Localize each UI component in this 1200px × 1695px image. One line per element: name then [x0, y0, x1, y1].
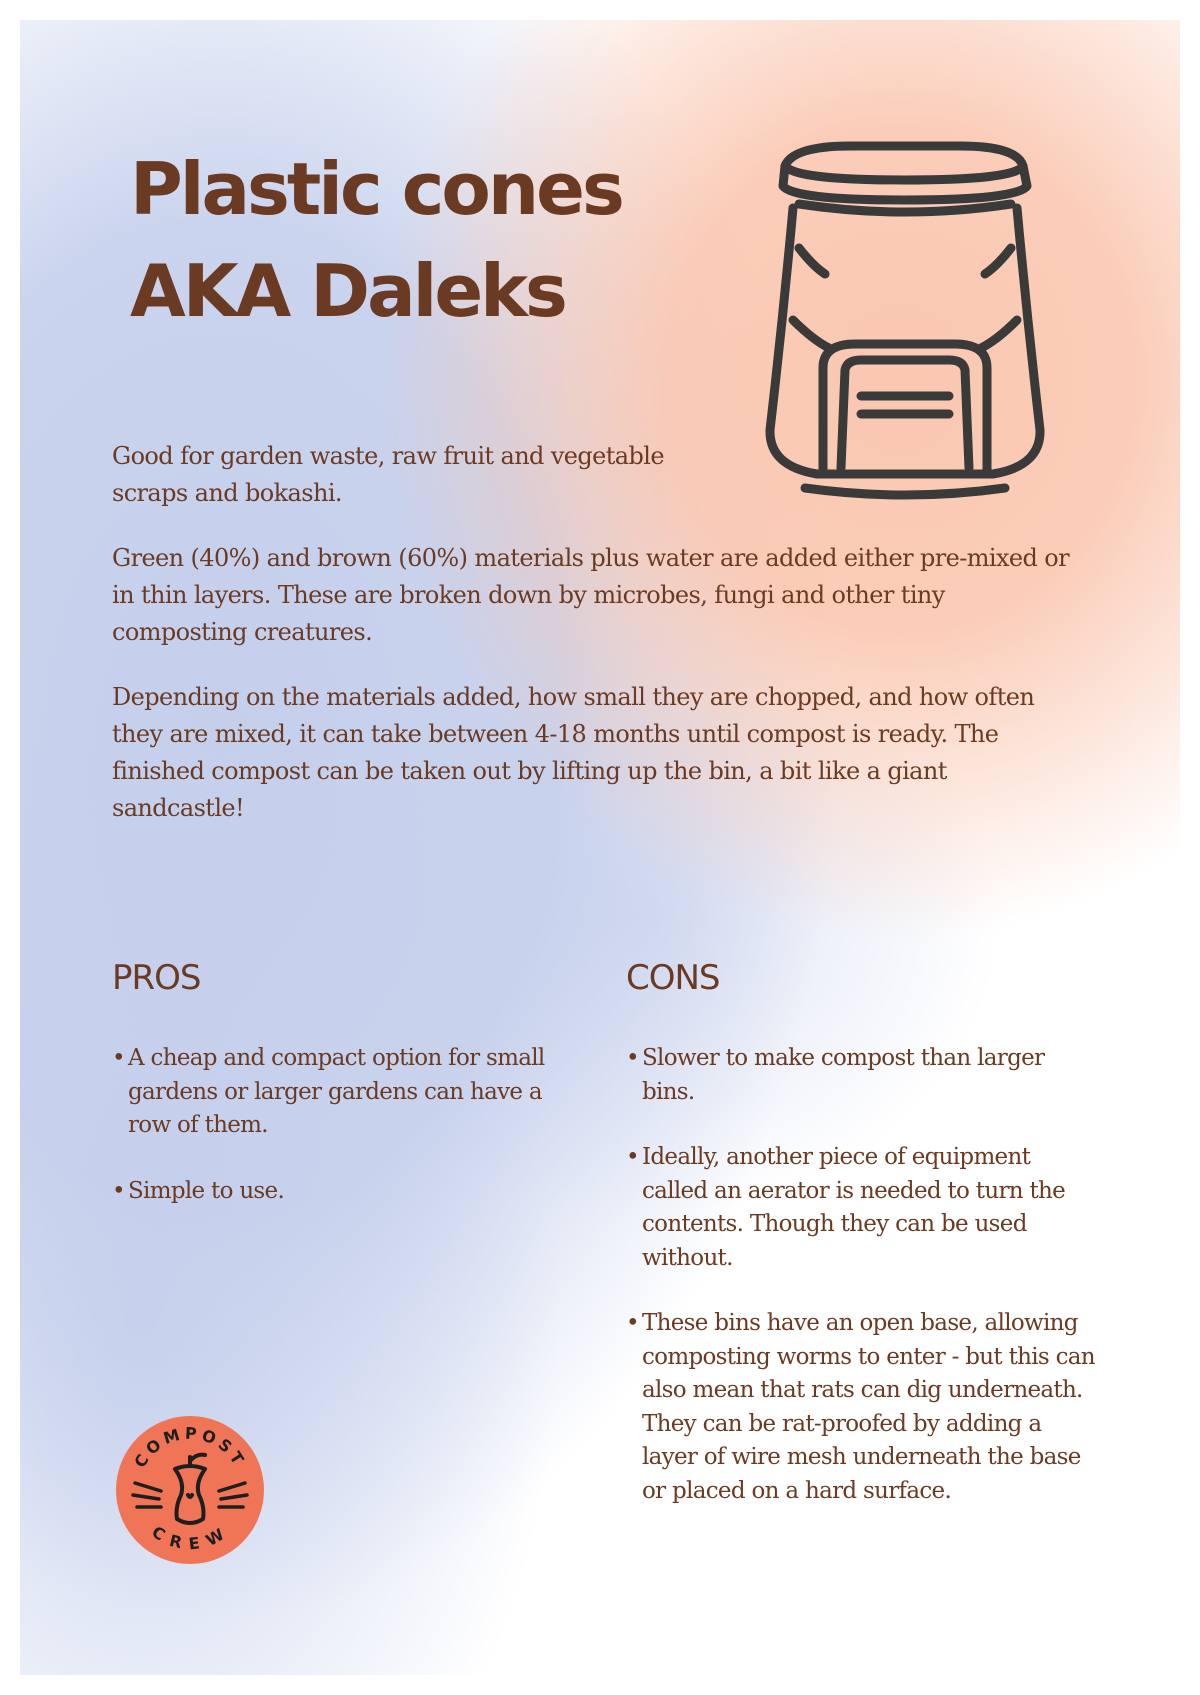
intro-paragraph-1: Good for garden waste, raw fruit and vegetable scraps and bokashi. — [112, 442, 664, 507]
intro-paragraph-3: Depending on the materials added, how small they are chopped, and how often they are mixed, it can take between 4-18 months until compost is ready. The finished compost can be taken out by lifting up the bin, a bit like a giant sandcastle! — [112, 683, 1035, 822]
cons-heading: CONS — [626, 958, 720, 998]
compost-crew-logo — [115, 1415, 265, 1565]
cons-item-3: • These bins have an open base, allowing composting worms to enter - but this can also mean that rats can dig underneath. They can be rat-proofed by adding a layer of wire mesh underneath the base or placed on a hard surface. — [626, 1307, 1096, 1508]
cons-item-1: • Slower to make compost than larger bins. — [626, 1042, 1096, 1109]
title-line-2: AKA Daleks — [130, 249, 565, 333]
pros-list — [112, 1042, 552, 1240]
pros-item-1: • A cheap and compact option for small gardens or larger gardens can have a row of them. — [112, 1042, 552, 1143]
cons-list — [626, 1042, 1096, 1540]
intro-paragraph-2: Green (40%) and brown (60%) materials plus water are added either pre-mixed or in thin layers. These are broken down by microbes, fungi and other tiny composting creatures. — [112, 544, 1070, 646]
cons-item-2: • Ideally, another piece of equipment called an aerator is needed to turn the contents. Though they can be used without. — [626, 1141, 1096, 1275]
page-title — [130, 138, 710, 342]
page-background — [20, 20, 1180, 1675]
pros-item-2: • Simple to use. — [112, 1175, 552, 1209]
badge-top-text: COMPOST — [130, 1423, 250, 1472]
title-line-1: Plastic cones — [130, 147, 622, 231]
badge-bottom-text: CREW — [148, 1522, 231, 1554]
intro-text — [112, 438, 1072, 855]
pros-heading: PROS — [112, 958, 201, 998]
